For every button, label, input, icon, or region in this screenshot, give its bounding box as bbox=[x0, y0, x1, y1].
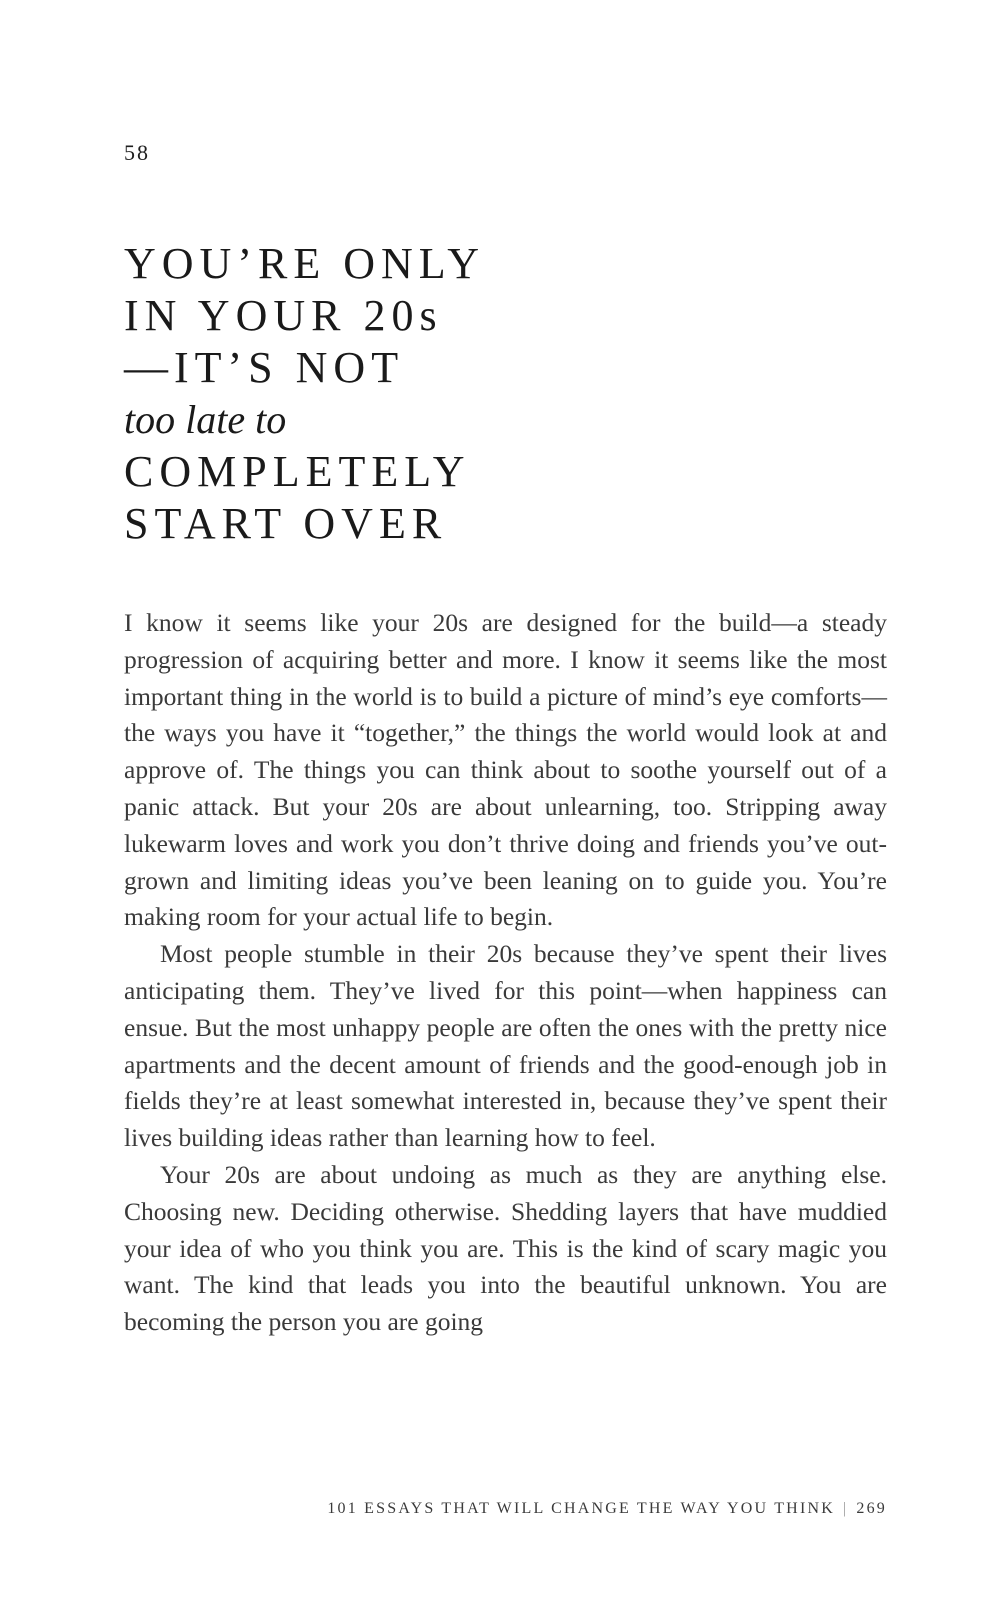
footer-separator: | bbox=[842, 1500, 849, 1517]
page-number: 58 bbox=[124, 140, 150, 165]
title-line-5: COMPLETELY bbox=[124, 447, 471, 496]
running-footer bbox=[327, 1500, 887, 1518]
book-title: 101 ESSAYS THAT WILL CHANGE THE WAY YOU THINK bbox=[327, 1500, 835, 1517]
title-line-2: IN YOUR 20s bbox=[124, 291, 443, 340]
paragraph: Most people stumble in their 20s because they’ve spent their lives anticipating them. They’ve lived for this point—when happiness can ensue. But the most unhappy people are often the ones with the pretty nice apartments and the decent amount of friends and the good-enough job in fields they’re at least somewhat interested in, because they’ve spent their lives building ideas rather than learning how to feel. bbox=[124, 939, 887, 1153]
paragraph: I know it seems like your 20s are designed for the build—a steady progression of acquiring better and more. I know it seems like the most important thing in the world is to build a picture of mind’s eye comforts—the ways you have it “together,” the things the world would look at and approve of. The things you can think about to soothe yourself out of a panic attack. But your 20s are about unlearning, too. Stripping away lukewarm loves and work you don’t thrive doing and friends you’ve outgrown and limiting ideas you’ve been leaning on to guide you. You’re making room for your actual life to begin. bbox=[124, 608, 887, 932]
footer-page-number: 269 bbox=[856, 1500, 887, 1517]
paragraph: Your 20s are about undoing as much as they are anything else. Choosing new. Deciding otherwise. Shedding layers that have muddied your idea of who you think you are. This is the kind of scary magic you want. The kind that leads you into the beautiful unknown. You are becoming the person you are going bbox=[124, 1159, 887, 1337]
essay-title bbox=[124, 238, 485, 550]
title-line-4: too late to bbox=[124, 397, 287, 442]
title-line-1: YOU’RE ONLY bbox=[124, 239, 486, 288]
title-line-3: —IT’S NOT bbox=[124, 343, 405, 392]
essay-body bbox=[124, 605, 887, 1341]
title-line-6: START OVER bbox=[124, 499, 448, 548]
